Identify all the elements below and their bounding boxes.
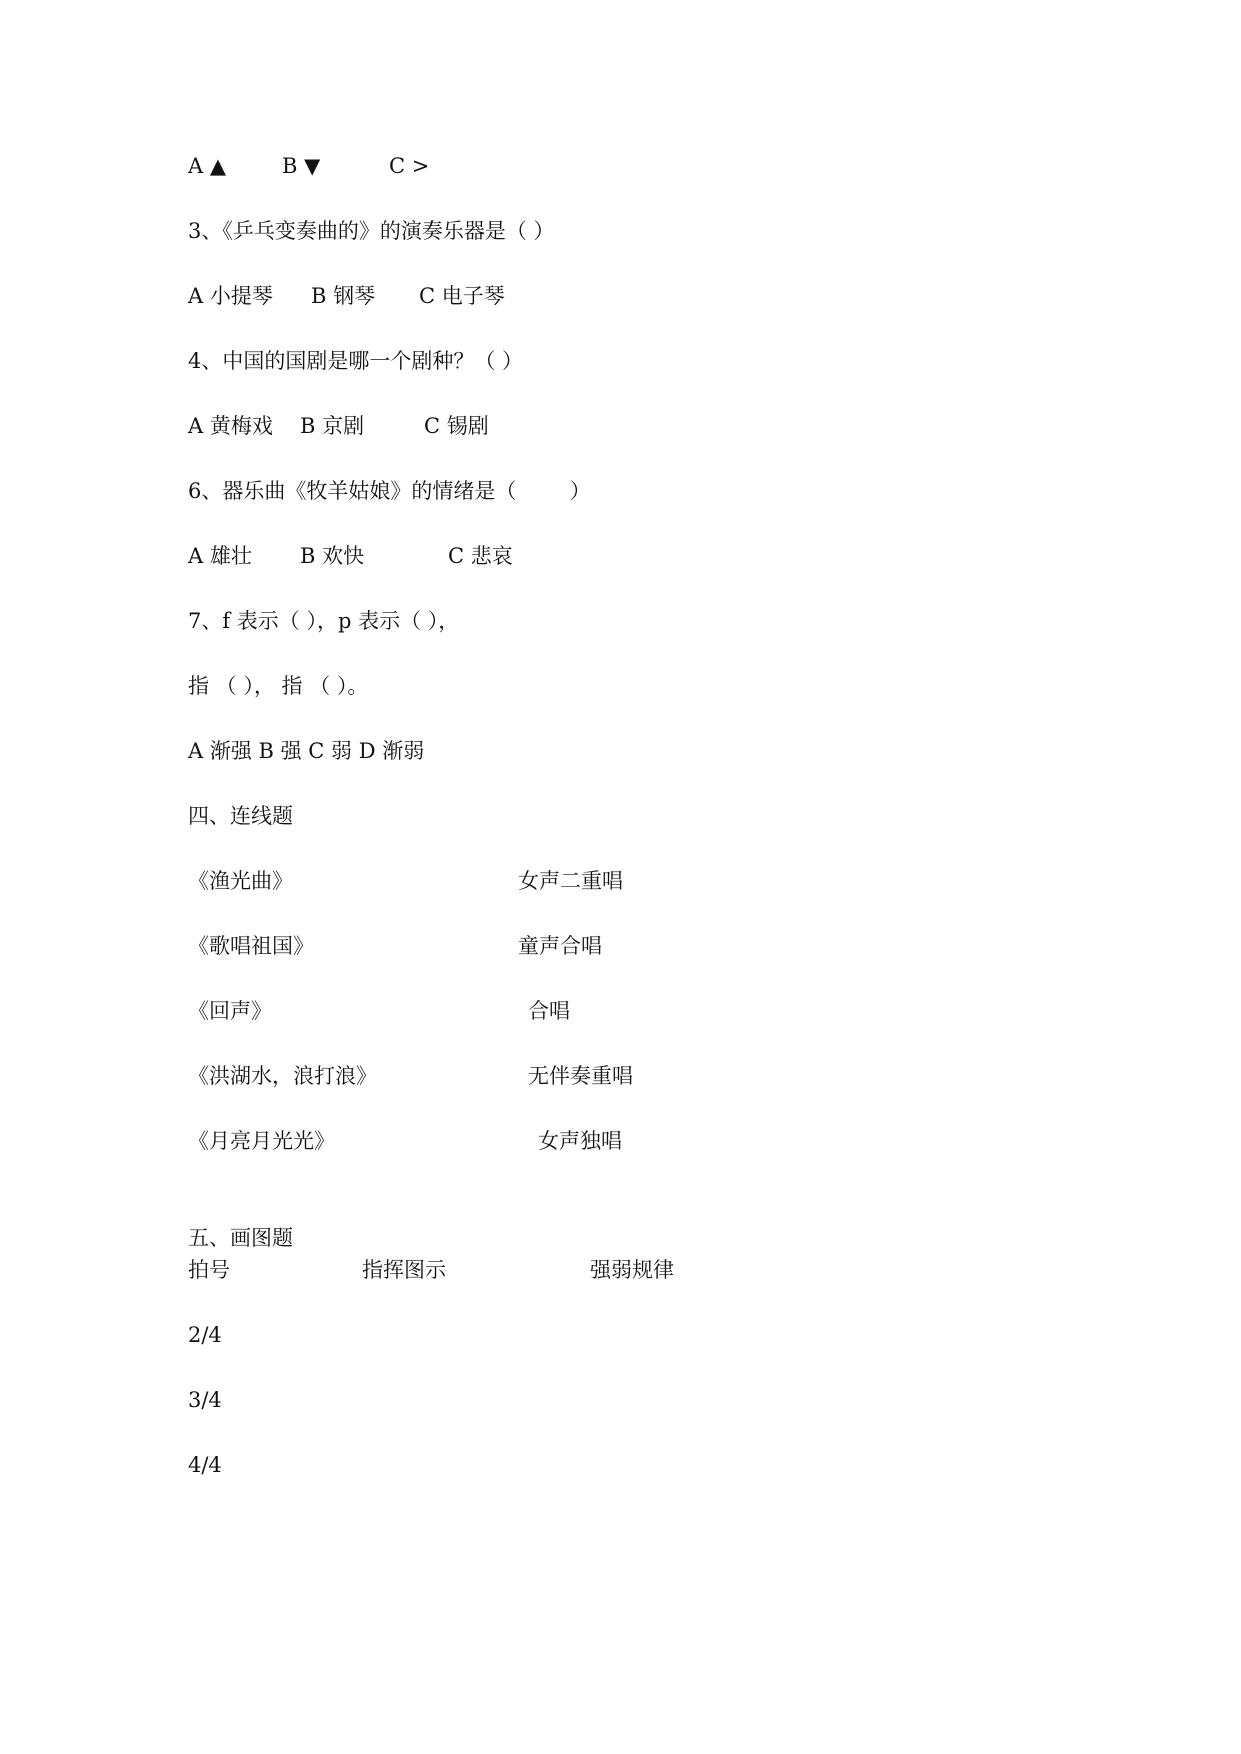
q7-symbols-line: 指 （ ）， 指 （ ）。 [188,674,369,698]
time-signature-row-2: 3/4 [188,1388,222,1412]
q3-options [188,283,548,309]
match-right-5: 女声独唱 [538,1129,622,1153]
q3-option-b: B 钢琴 [311,284,376,308]
q6-question: 6、器乐曲《牧羊姑娘》的情绪是（ ） [188,479,591,503]
q2-options [188,153,548,179]
q6-options [188,543,548,569]
match-left-4: 《洪湖水，浪打浪》 [188,1064,377,1088]
q3-option-c: C 电子琴 [419,284,505,308]
match-left-3: 《回声》 [188,999,272,1023]
q4-options [188,413,548,439]
section5-title: 五、画图题 [188,1226,293,1250]
q4-question: 4、中国的国剧是哪一个剧种？（ ） [188,349,524,373]
match-left-1: 《渔光曲》 [188,869,293,893]
q3-question: 3、《乒乓变奏曲的》的演奏乐器是（ ） [188,219,555,243]
q4-option-a: A 黄梅戏 [188,414,273,438]
match-right-3: 合唱 [528,999,570,1023]
q2-option-a: A ▲ [188,154,226,178]
time-signature-row-3: 4/4 [188,1453,222,1477]
q7-options: A 渐强 B 强 C 弱 D 渐弱 [188,739,425,763]
match-left-2: 《歌唱祖国》 [188,934,314,958]
q7-question: 7、f 表示（ ），p 表示（ ）， [188,609,460,633]
match-right-1: 女声二重唱 [518,869,623,893]
section4-title: 四、连线题 [188,804,293,828]
q6-option-a: A 雄壮 [188,544,252,568]
q2-option-c: C > [389,154,430,178]
section5-col-strong-weak-pattern: 强弱规律 [590,1258,674,1282]
q4-option-c: C 锡剧 [424,414,489,438]
q6-option-b: B 欢快 [300,544,365,568]
time-signature-row-1: 2/4 [188,1323,222,1347]
section5-col-time-signature: 拍号 [188,1258,230,1282]
q2-option-b: B ▼ [282,154,321,178]
q4-option-b: B 京剧 [300,414,365,438]
match-left-5: 《月亮月光光》 [188,1129,335,1153]
match-right-4: 无伴奏重唱 [528,1064,633,1088]
q6-option-c: C 悲哀 [448,544,513,568]
section5-col-conducting-diagram: 指挥图示 [362,1258,446,1282]
match-right-2: 童声合唱 [518,934,602,958]
q3-option-a: A 小提琴 [188,284,273,308]
